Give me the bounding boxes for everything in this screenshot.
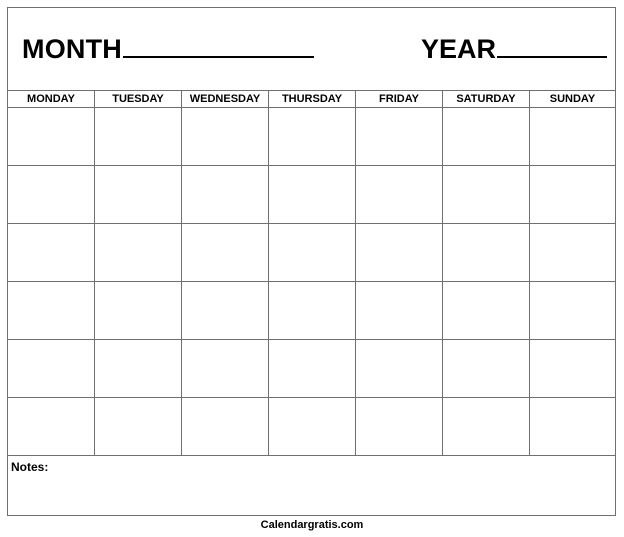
- day-cell[interactable]: [530, 108, 615, 166]
- notes-label: Notes:: [11, 460, 49, 474]
- month-label: MONTH: [22, 34, 122, 64]
- day-cell[interactable]: [182, 166, 269, 224]
- weekday-tuesday: TUESDAY: [95, 91, 182, 108]
- notes-area[interactable]: [8, 456, 615, 515]
- calendar-sheet: [7, 7, 616, 516]
- weekday-header-row: [8, 91, 615, 108]
- day-cell[interactable]: [8, 108, 95, 166]
- day-cell[interactable]: [8, 224, 95, 282]
- day-cell[interactable]: [182, 282, 269, 340]
- day-cell[interactable]: [95, 224, 182, 282]
- day-cell[interactable]: [443, 166, 530, 224]
- calendar-day-grid: [8, 108, 615, 456]
- day-cell[interactable]: [269, 108, 356, 166]
- weekday-monday: MONDAY: [8, 91, 95, 108]
- day-cell[interactable]: [8, 166, 95, 224]
- weekday-sunday: SUNDAY: [530, 91, 615, 108]
- day-cell[interactable]: [443, 224, 530, 282]
- year-blank-line[interactable]: [497, 36, 607, 58]
- footer-site-credit: Calendargratis.com: [260, 519, 364, 531]
- day-cell[interactable]: [443, 398, 530, 456]
- day-cell[interactable]: [356, 108, 443, 166]
- day-cell[interactable]: [8, 398, 95, 456]
- day-cell[interactable]: [356, 282, 443, 340]
- day-cell[interactable]: [530, 166, 615, 224]
- day-cell[interactable]: [269, 282, 356, 340]
- day-cell[interactable]: [530, 398, 615, 456]
- day-cell[interactable]: [95, 108, 182, 166]
- day-cell[interactable]: [356, 224, 443, 282]
- day-cell[interactable]: [530, 340, 615, 398]
- day-cell[interactable]: [356, 398, 443, 456]
- day-cell[interactable]: [95, 398, 182, 456]
- weekday-friday: FRIDAY: [356, 91, 443, 108]
- day-cell[interactable]: [356, 340, 443, 398]
- day-cell[interactable]: [182, 340, 269, 398]
- year-label: YEAR: [421, 34, 497, 64]
- day-cell[interactable]: [443, 282, 530, 340]
- day-cell[interactable]: [269, 340, 356, 398]
- day-cell[interactable]: [8, 340, 95, 398]
- day-cell[interactable]: [443, 340, 530, 398]
- weekday-saturday: SATURDAY: [443, 91, 530, 108]
- day-cell[interactable]: [530, 282, 615, 340]
- month-field: [22, 34, 314, 65]
- day-cell[interactable]: [95, 282, 182, 340]
- day-cell[interactable]: [530, 224, 615, 282]
- calendar-header: [8, 8, 615, 91]
- day-cell[interactable]: [8, 282, 95, 340]
- day-cell[interactable]: [182, 108, 269, 166]
- year-field: [421, 34, 607, 65]
- day-cell[interactable]: [95, 166, 182, 224]
- weekday-thursday: THURSDAY: [269, 91, 356, 108]
- day-cell[interactable]: [269, 398, 356, 456]
- day-cell[interactable]: [182, 224, 269, 282]
- weekday-wednesday: WEDNESDAY: [182, 91, 269, 108]
- day-cell[interactable]: [269, 224, 356, 282]
- day-cell[interactable]: [356, 166, 443, 224]
- day-cell[interactable]: [95, 340, 182, 398]
- day-cell[interactable]: [443, 108, 530, 166]
- day-cell[interactable]: [269, 166, 356, 224]
- day-cell[interactable]: [182, 398, 269, 456]
- month-blank-line[interactable]: [123, 36, 314, 58]
